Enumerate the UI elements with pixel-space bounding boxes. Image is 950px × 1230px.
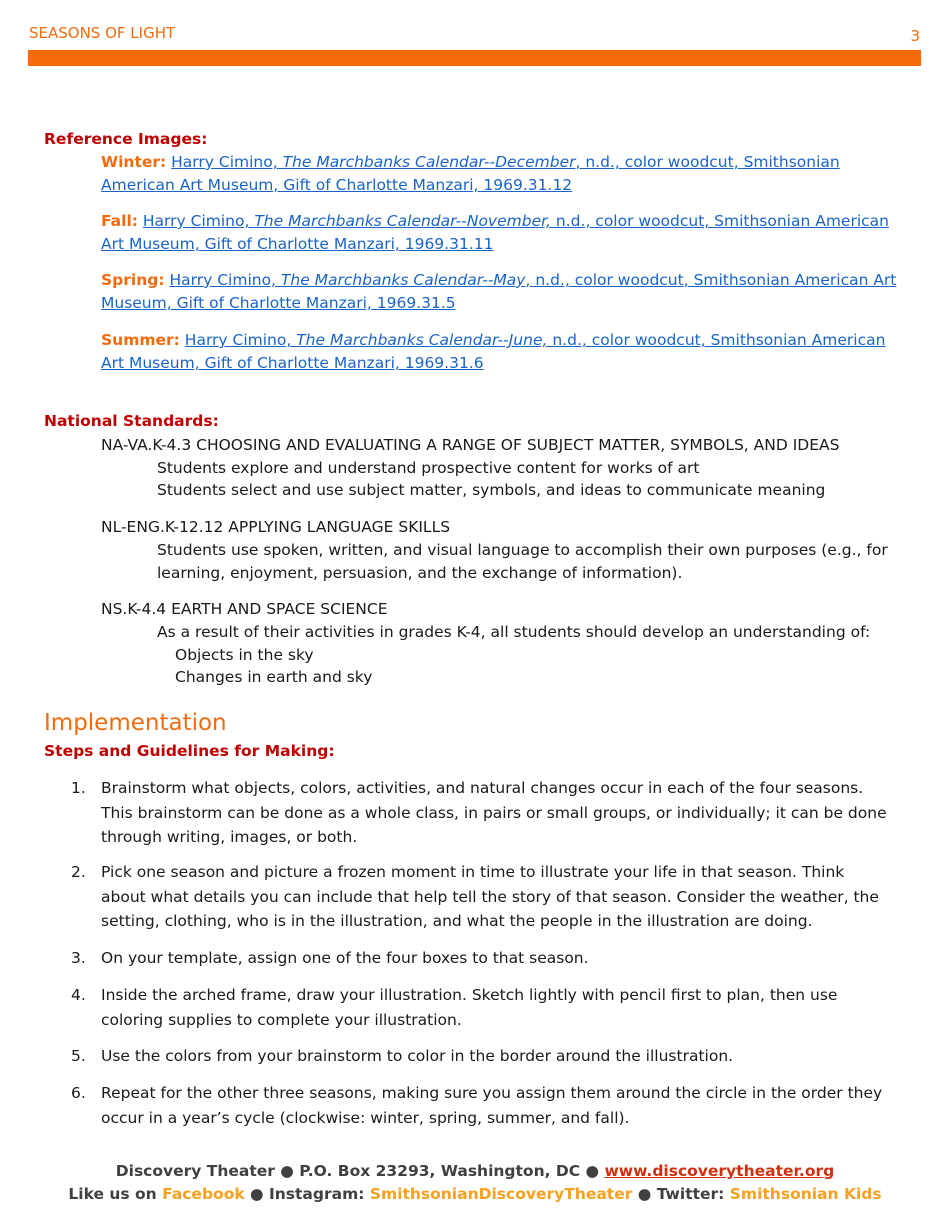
link-rest: , n.d., color woodcut, Smithsonian American Art Museum, Gift of Charlotte Manzari, 1969.31.12 xyxy=(101,153,840,194)
standard-title: NS.K-4.4 EARTH AND SPACE SCIENCE xyxy=(101,600,388,618)
footer-contact-line xyxy=(0,1162,950,1180)
link-title: The Marchbanks Calendar--May xyxy=(280,271,526,289)
link-title: The Marchbanks Calendar--June, xyxy=(296,331,548,349)
link-title: The Marchbanks Calendar--December xyxy=(282,153,576,171)
footer-instagram-prefix: ● Instagram: xyxy=(244,1185,370,1203)
footer-social-line xyxy=(0,1185,950,1203)
standard-title: NA-VA.K-4.3 CHOOSING AND EVALUATING A RANGE OF SUBJECT MATTER, SYMBOLS, AND IDEAS xyxy=(101,436,840,454)
link-artist: Harry Cimino, xyxy=(184,331,297,349)
step-number: 5. xyxy=(71,1047,86,1065)
reference-item-fall xyxy=(101,210,911,256)
steps-heading: Steps and Guidelines for Making: xyxy=(44,742,335,760)
step-number: 1. xyxy=(71,779,86,797)
standard-description: As a result of their activities in grades K-4, all students should develop an understanding of: xyxy=(157,623,871,641)
link-artist: Harry Cimino, xyxy=(142,212,255,230)
instagram-link[interactable]: SmithsonianDiscoveryTheater xyxy=(369,1185,633,1203)
step-item xyxy=(71,983,891,1032)
step-text: Repeat for the other three seasons, making sure you assign them around the circle in the order they occur in a year’s cycle (clockwise: winter, spring, summer, and fall). xyxy=(101,1084,883,1127)
reference-link-summer[interactable] xyxy=(101,331,885,372)
standard-description: Students use spoken, written, and visual language to accomplish their own purposes (e.g., for xyxy=(157,541,888,559)
step-item xyxy=(71,860,891,934)
reference-label: Winter: xyxy=(101,153,167,171)
reference-label: Spring: xyxy=(101,271,165,289)
reference-link-winter[interactable] xyxy=(101,153,840,194)
reference-item-summer xyxy=(101,329,911,375)
step-item xyxy=(71,1044,891,1069)
standard-title: NL-ENG.K-12.12 APPLYING LANGUAGE SKILLS xyxy=(101,518,451,536)
link-rest: , n.d., color woodcut, Smithsonian American Art Museum, Gift of Charlotte Manzari, 1969.31.5 xyxy=(101,271,897,312)
step-number: 2. xyxy=(71,863,86,881)
standard-description: Students select and use subject matter, symbols, and ideas to communicate meaning xyxy=(157,481,826,499)
step-item xyxy=(71,776,891,850)
reference-link-fall[interactable] xyxy=(101,212,889,253)
reference-label: Summer: xyxy=(101,331,180,349)
reference-item-winter xyxy=(101,151,911,197)
link-artist: Harry Cimino, xyxy=(171,153,283,171)
footer-website-link[interactable]: www.discoverytheater.org xyxy=(604,1162,835,1180)
standard-description: learning, enjoyment, persuasion, and the exchange of information). xyxy=(157,564,683,582)
header-accent-bar xyxy=(28,50,921,66)
footer-like-prefix: Like us on xyxy=(68,1185,163,1203)
step-text: Inside the arched frame, draw your illustration. Sketch lightly with pencil first to plan, then use coloring supplies to complete your illustration. xyxy=(101,986,838,1029)
implementation-title: Implementation xyxy=(44,710,227,736)
link-title: The Marchbanks Calendar--November, xyxy=(254,212,551,230)
reference-item-spring xyxy=(101,269,911,315)
page-number: 3 xyxy=(910,27,920,45)
link-rest: n.d., color woodcut, Smithsonian American Art Museum, Gift of Charlotte Manzari, 1969.31.6 xyxy=(101,331,886,372)
standard-subitem: Objects in the sky xyxy=(175,646,314,664)
reference-label: Fall: xyxy=(101,212,138,230)
national-standards-heading: National Standards: xyxy=(44,412,219,430)
standard-subitem: Changes in earth and sky xyxy=(175,668,373,686)
footer-twitter-prefix: ● Twitter: xyxy=(632,1185,730,1203)
step-text: On your template, assign one of the four boxes to that season. xyxy=(101,949,589,967)
step-number: 6. xyxy=(71,1084,86,1102)
step-number: 3. xyxy=(71,949,86,967)
reference-images-heading: Reference Images: xyxy=(44,130,208,148)
reference-link-spring[interactable] xyxy=(101,271,896,312)
step-text: Use the colors from your brainstorm to color in the border around the illustration. xyxy=(101,1047,734,1065)
step-item xyxy=(71,946,891,971)
step-text: Pick one season and picture a frozen moment in time to illustrate your life in that season. Think about what details you can include that help tell the story of that season. Consider the weather, the setting, clothing, who is in the illustration, and what the people in the illustration are doing. xyxy=(101,863,879,930)
footer-org: Discovery Theater ● P.O. Box 23293, Washington, DC ● xyxy=(115,1162,605,1180)
step-number: 4. xyxy=(71,986,86,1004)
step-item xyxy=(71,1081,891,1130)
facebook-link[interactable]: Facebook xyxy=(162,1185,245,1203)
header-title: SEASONS OF LIGHT xyxy=(29,24,176,42)
link-artist: Harry Cimino, xyxy=(169,271,281,289)
step-text: Brainstorm what objects, colors, activities, and natural changes occur in each of the four seasons. This brainstorm can be done as a whole class, in pairs or small groups, or individually; it can be done through writing, images, or both. xyxy=(101,779,887,846)
twitter-link[interactable]: Smithsonian Kids xyxy=(729,1185,882,1203)
standard-description: Students explore and understand prospective content for works of art xyxy=(157,459,700,477)
link-rest: n.d., color woodcut, Smithsonian American Art Museum, Gift of Charlotte Manzari, 1969.31.11 xyxy=(101,212,889,253)
